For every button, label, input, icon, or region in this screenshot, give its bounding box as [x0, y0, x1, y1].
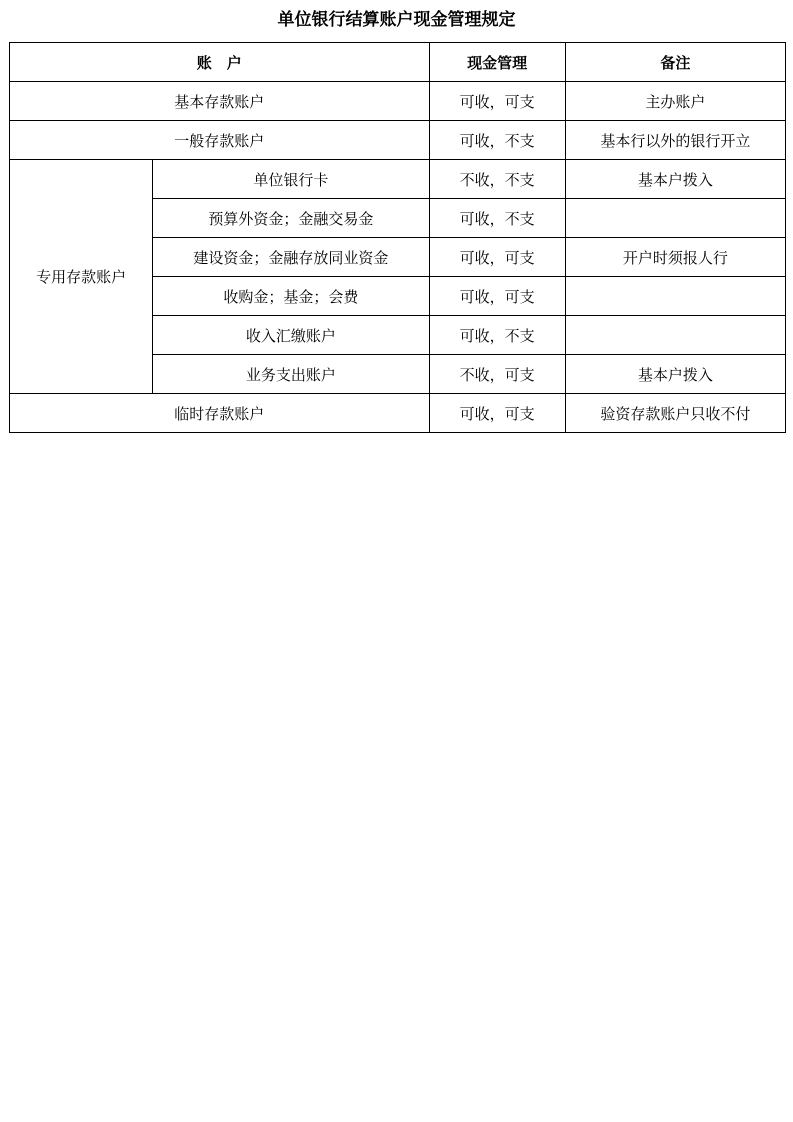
- header-note: 备注: [565, 43, 785, 82]
- note-cell: [565, 277, 785, 316]
- note-cell: [565, 316, 785, 355]
- sub-account-cell: 建设资金；金融存放同业资金: [153, 238, 429, 277]
- note-cell: 基本户拨入: [565, 355, 785, 394]
- note-cell: 开户时须报人行: [565, 238, 785, 277]
- cash-cell: 可收，可支: [429, 277, 565, 316]
- sub-account-cell: 收购金；基金；会费: [153, 277, 429, 316]
- note-cell: 主办账户: [565, 82, 785, 121]
- cash-cell: 可收，可支: [429, 82, 565, 121]
- cash-cell: 可收，不支: [429, 121, 565, 160]
- table-row: [10, 160, 786, 199]
- cash-cell: 不收，可支: [429, 355, 565, 394]
- note-cell: 基本行以外的银行开立: [565, 121, 785, 160]
- account-cell: 临时存款账户: [10, 394, 430, 433]
- sub-account-cell: 业务支出账户: [153, 355, 429, 394]
- account-cell: 一般存款账户: [10, 121, 430, 160]
- table-row: [10, 394, 786, 433]
- sub-account-cell: 预算外资金；金融交易金: [153, 199, 429, 238]
- sub-account-cell: 单位银行卡: [153, 160, 429, 199]
- cash-cell: 可收，不支: [429, 199, 565, 238]
- cash-cell: 可收，不支: [429, 316, 565, 355]
- cash-cell: 不收，不支: [429, 160, 565, 199]
- header-account: 账 户: [10, 43, 430, 82]
- account-cell: 基本存款账户: [10, 82, 430, 121]
- table-row: [10, 121, 786, 160]
- note-cell: [565, 199, 785, 238]
- header-cash-management: 现金管理: [429, 43, 565, 82]
- document-title: 单位银行结算账户现金管理规定: [277, 10, 516, 30]
- sub-account-cell: 收入汇缴账户: [153, 316, 429, 355]
- cash-cell: 可收，可支: [429, 238, 565, 277]
- note-cell: 验资存款账户只收不付: [565, 394, 785, 433]
- table-header-row: [10, 43, 786, 82]
- account-rules-table: [9, 42, 786, 433]
- note-cell: 基本户拨入: [565, 160, 785, 199]
- table-row: [10, 82, 786, 121]
- cash-cell: 可收，可支: [429, 394, 565, 433]
- special-account-group-cell: 专用存款账户: [10, 160, 153, 394]
